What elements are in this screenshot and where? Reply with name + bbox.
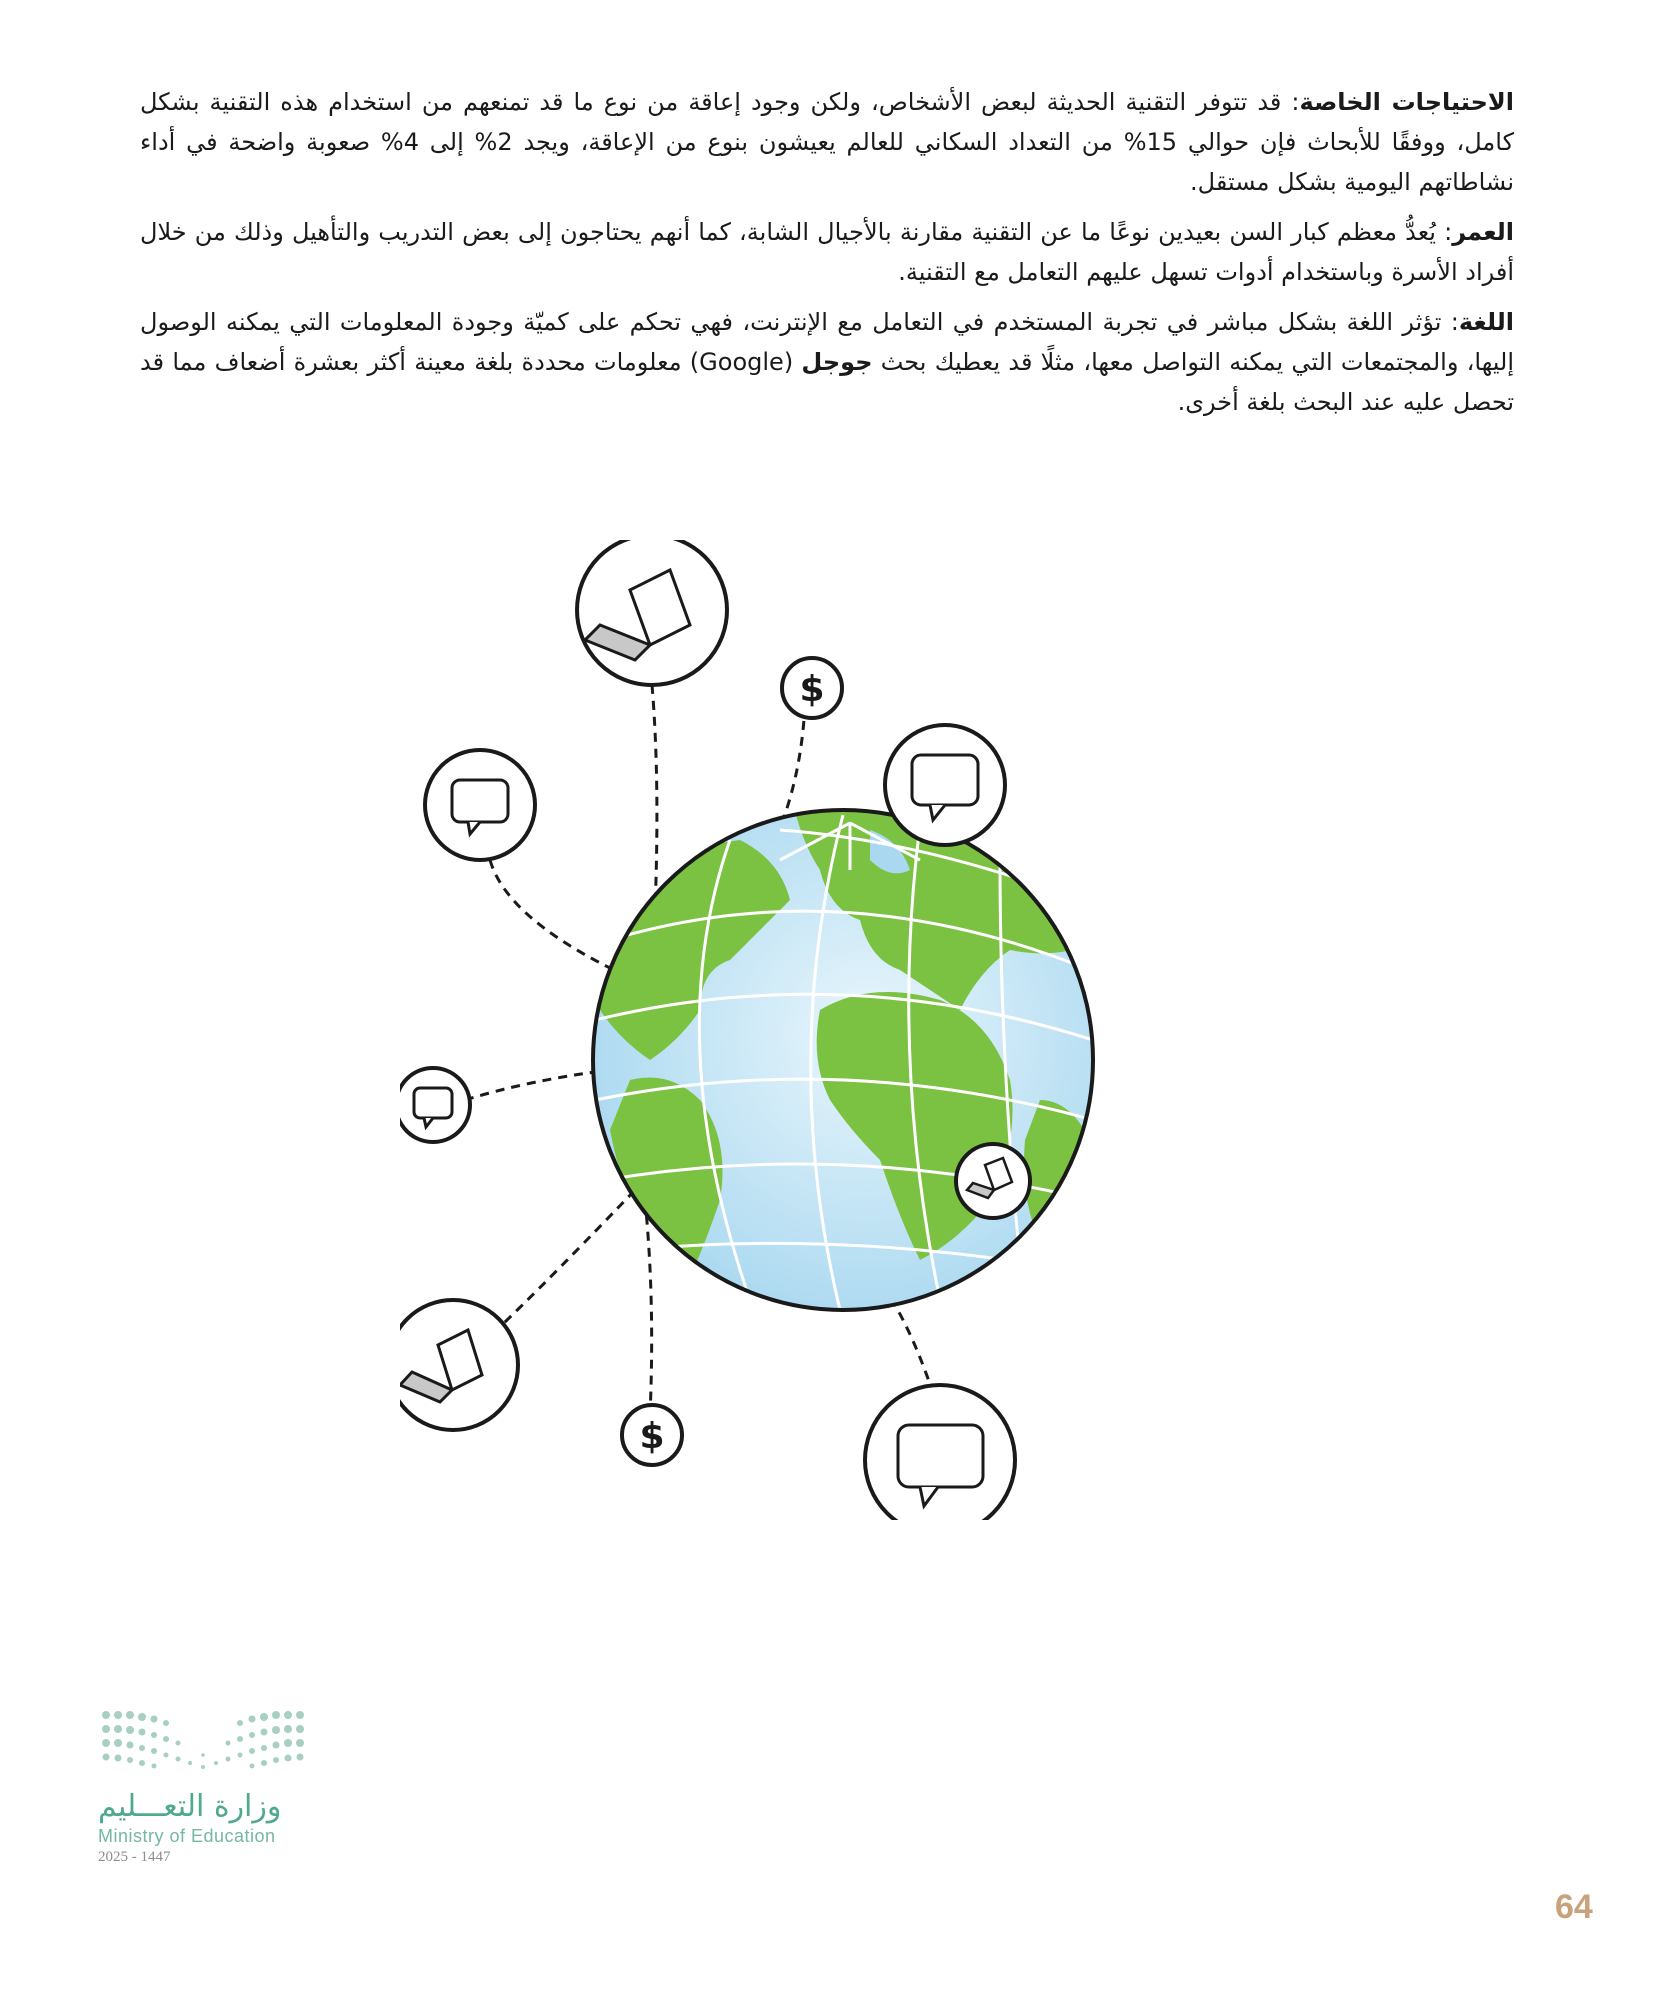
connector-line	[465, 1070, 610, 1100]
ministry-name-arabic: وزارة التعـــليم	[98, 1789, 282, 1824]
text-special-needs: : قد تتوفر التقنية الحديثة لبعض الأشخاص، ولكن وجود إعاقة من نوع ما قد تمنعهم من استخدام هذه التقنية بشكل كامل، ووفقًا للأبحاث فإن حوالي 15% من التعداد السكاني للعالم يعيشون بنوع من الإعاقة، ويجد 2% إلى 4% صعوبة واضحة في أداء نشاطاتهم اليومية بشكل مستقل.	[140, 88, 1515, 196]
text-age: : يُعدُّ معظم كبار السن بعيدين نوعًا ما عن التقنية مقارنة بالأجيال الشابة، كما أنهم يحتاجون إلى بعض التدريب والتأهيل وذلك من خلال أفراد الأسرة وباستخدام أدوات تسهل عليهم التعامل مع التقنية.	[140, 218, 1514, 286]
laptop-node	[956, 1144, 1030, 1218]
text-language-before: : تؤثر اللغة بشكل مباشر في تجربة المستخدم في التعامل مع الإنترنت، فهي تحكم على كميّة وجودة المعلومات التي يمكنه الوصول إليها، والمجتمعات التي يمكنه التواصل معها، مثلًا قد يعطيك بحث	[140, 308, 1514, 376]
ministry-dots-emblem	[98, 1705, 308, 1775]
paragraph-language	[140, 302, 1514, 422]
chat-node	[425, 750, 535, 860]
body-text	[140, 82, 1514, 432]
dollar-node	[622, 1405, 682, 1465]
dollar-node	[782, 658, 842, 718]
connected-globe-illustration	[400, 540, 1260, 1520]
dollar-icon: $	[639, 1416, 665, 1457]
text-google-arabic: جوجل	[801, 348, 873, 376]
laptop-node	[400, 1300, 518, 1430]
edition-year: 2025 - 1447	[98, 1849, 171, 1865]
chat-node	[885, 725, 1005, 845]
paragraph-special-needs	[140, 82, 1514, 202]
chat-node	[865, 1385, 1015, 1520]
ministry-name-english: Ministry of Education	[98, 1826, 276, 1846]
text-language-after: (Google) معلومات محددة بلغة معينة أكثر بعشرة أضعاف مما قد تحصل عليه عند البحث بلغة أخرى.	[140, 348, 1514, 416]
term-language: اللغة	[1458, 308, 1514, 336]
laptop-node	[577, 540, 727, 685]
globe-icon	[593, 790, 1100, 1320]
term-age: العمر	[1452, 218, 1514, 246]
connector-line	[652, 685, 657, 910]
connector-line	[645, 1200, 652, 1415]
page-number: 64	[1555, 1888, 1593, 1926]
dollar-icon: $	[799, 669, 825, 710]
term-special-needs: الاحتياجات الخاصة	[1299, 88, 1514, 116]
chat-node	[400, 1068, 470, 1142]
ministry-logo	[98, 1705, 328, 1865]
paragraph-age	[140, 212, 1514, 292]
